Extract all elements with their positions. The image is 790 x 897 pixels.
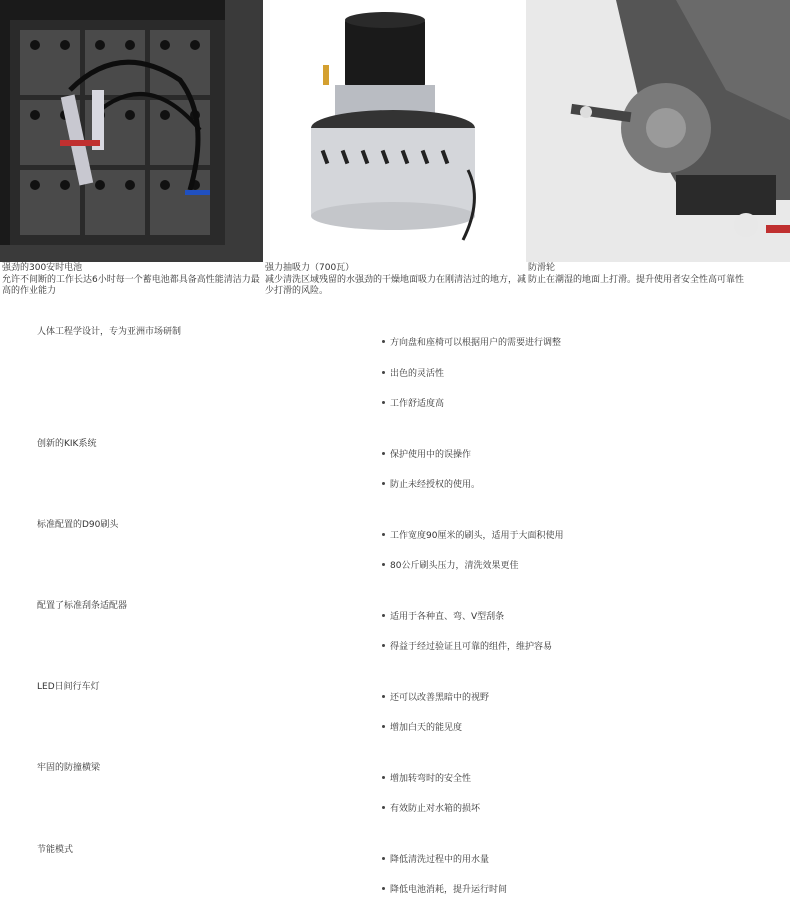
bullet-dot-icon [382, 644, 385, 647]
feature-bullet: 保护使用中的误操作 [382, 447, 471, 460]
feature-bullet: 降低清洗过程中的用水量 [382, 852, 489, 865]
caption-wheel [528, 263, 788, 286]
feature-bullet: 增加转弯时的安全性 [382, 771, 471, 784]
feature-title-eco-mode: 节能模式 [37, 845, 74, 855]
bullet-dot-icon [382, 806, 385, 809]
bullet-dot-icon [382, 725, 385, 728]
product-photo-row [0, 0, 790, 262]
feature-title-ergonomics: 人体工程学设计，专为亚洲市场研制 [37, 327, 182, 337]
feature-bullet: 80公斤刷头压力，清洗效果更佳 [382, 558, 518, 571]
feature-title-brush: 标准配置的D90刷头 [37, 520, 119, 530]
feature-bullet: 还可以改善黑暗中的视野 [382, 690, 489, 703]
feature-bullet: 降低电池消耗，提升运行时间 [382, 882, 507, 895]
feature-bullet: 方向盘和座椅可以根据用户的需要进行调整 [382, 335, 561, 348]
bullet-dot-icon [382, 614, 385, 617]
caption-battery [2, 263, 262, 298]
caption-description: 允许不间断的工作长达6小时每一个蓄电池都具备高性能清洁力最高的作业能力 [2, 274, 260, 296]
bullet-dot-icon [382, 887, 385, 890]
bullet-dot-icon [382, 371, 385, 374]
feature-title-bumper: 牢固的防撞横梁 [37, 763, 101, 773]
bullet-dot-icon [382, 533, 385, 536]
bullet-dot-icon [382, 452, 385, 455]
caption-description: 减少清洗区域残留的水强劲的干燥地面吸力在刚清洁过的地方，减少打滑的风险。 [265, 274, 527, 296]
feature-title-kik: 创新的KIK系统 [37, 439, 97, 449]
caption-title: 强劲的300安时电池 [2, 263, 83, 273]
bullet-dot-icon [382, 857, 385, 860]
caption-description: 防止在潮湿的地面上打滑。提升使用者安全性高可靠性 [528, 274, 745, 285]
bullet-dot-icon [382, 482, 385, 485]
bullet-dot-icon [382, 340, 385, 343]
anti-slip-wheel-photo [526, 0, 790, 262]
feature-title-led: LED日间行车灯 [37, 682, 100, 692]
feature-bullet: 出色的灵活性 [382, 366, 444, 379]
bullet-dot-icon [382, 563, 385, 566]
caption-suction [265, 263, 527, 298]
feature-bullet: 有效防止对水箱的损坏 [382, 801, 480, 814]
battery-photo [0, 0, 263, 262]
caption-title: 强力抽吸力（700瓦） [265, 263, 355, 273]
feature-bullet: 得益于经过验证且可靠的组件，维护容易 [382, 639, 552, 652]
bullet-dot-icon [382, 401, 385, 404]
caption-title: 防滑轮 [528, 263, 556, 273]
feature-bullet: 适用于各种直、弯、V型刮条 [382, 609, 504, 622]
vacuum-motor-photo [263, 0, 526, 262]
feature-bullet: 增加白天的能见度 [382, 720, 462, 733]
feature-bullet: 防止未经授权的使用。 [382, 477, 480, 490]
bullet-dot-icon [382, 695, 385, 698]
feature-title-squeegee: 配置了标准刮条适配器 [37, 601, 128, 611]
bullet-dot-icon [382, 776, 385, 779]
feature-bullet: 工作舒适度高 [382, 396, 444, 409]
feature-bullet: 工作宽度90厘米的刷头，适用于大面积使用 [382, 528, 563, 541]
